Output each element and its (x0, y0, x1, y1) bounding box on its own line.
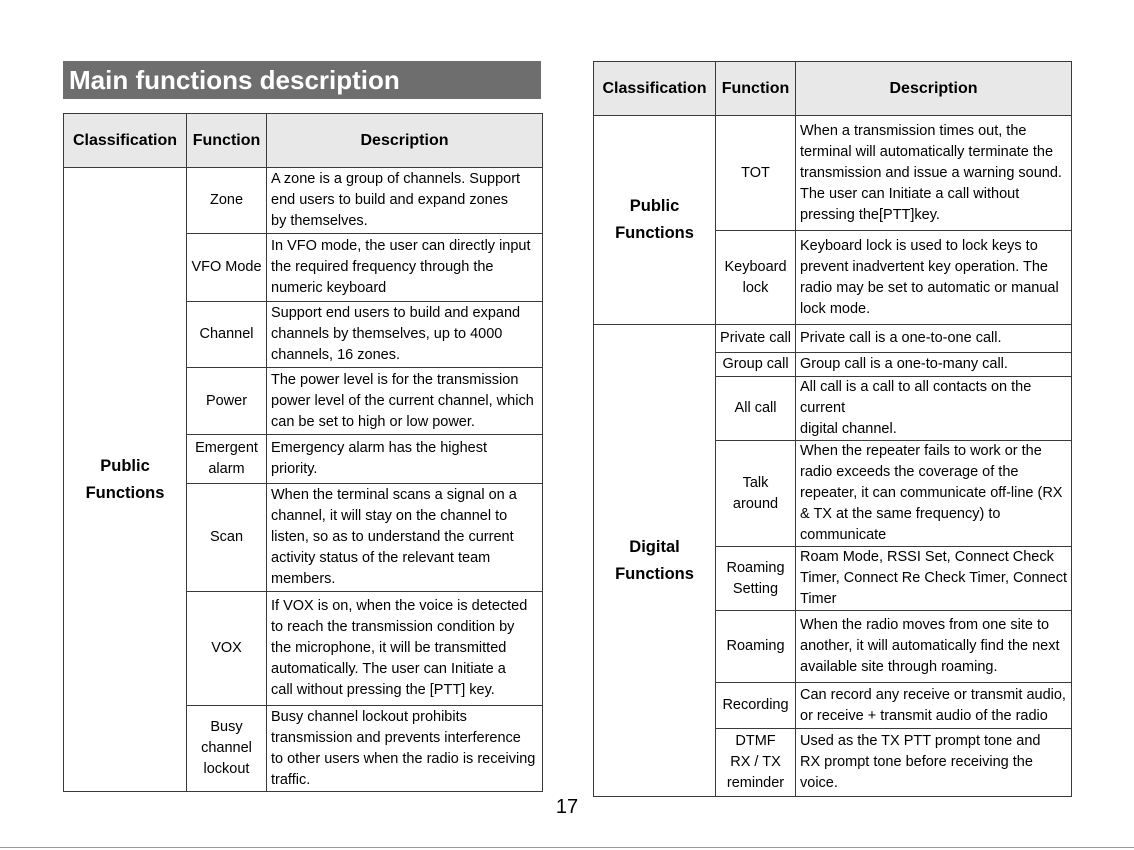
description-line: Timer, Connect Re Check Timer, Connect (800, 570, 1068, 586)
description-line: & TX at the same frequency) to (800, 506, 1001, 522)
function-label: around (732, 495, 779, 512)
function-label: VFO Mode (191, 259, 262, 275)
description-line: When the repeater fails to work or the (800, 443, 1042, 459)
description-cell (267, 168, 543, 234)
function-label: lockout (203, 761, 250, 777)
description-line: numeric keyboard (271, 280, 387, 296)
function-cell (716, 547, 796, 611)
function-label: DTMF (735, 733, 776, 749)
description-line: listen, so as to understand the current (271, 529, 514, 545)
description-cell (267, 435, 543, 484)
classification-cell (594, 116, 716, 325)
function-header: Function (187, 114, 267, 168)
function-label: channel (201, 740, 252, 756)
classification-label: Digital (629, 537, 680, 556)
description-line: A zone is a group of channels. Support (271, 171, 521, 187)
function-cell (716, 611, 796, 683)
classification-header: Classification (594, 62, 716, 116)
description-line: Can record any receive or transmit audio, (800, 686, 1066, 703)
classification-header: Classification (64, 114, 187, 168)
function-cell (187, 435, 267, 484)
description-line: the required frequency through the (271, 259, 494, 275)
function-cell (187, 234, 267, 302)
description-line: available site through roaming. (800, 659, 998, 675)
description-line: When a transmission times out, the (800, 122, 1027, 139)
description-line: Timer (800, 591, 837, 607)
function-cell (716, 729, 796, 797)
function-label: RX / TX (730, 754, 781, 770)
classification-label: Functions (615, 224, 694, 242)
description-line: communicate (800, 527, 887, 543)
classification-label: Functions (85, 483, 165, 502)
description-line: automatically. The user can Initiate a (271, 661, 506, 677)
description-cell (267, 302, 543, 368)
description-line: Private call is a one-to-one call. (800, 330, 1002, 346)
description-line: call without pressing the [PTT] key. (271, 682, 495, 698)
bottom-divider (0, 847, 1134, 848)
right-functions-table (593, 61, 1072, 797)
description-cell (267, 368, 543, 435)
function-label: Channel (199, 326, 254, 342)
section-title: Main functions description (63, 61, 541, 99)
description-line: radio may be set to automatic or manual (800, 279, 1059, 296)
description-line: traffic. (271, 771, 311, 788)
description-line: In VFO mode, the user can directly input (271, 238, 531, 254)
function-cell (187, 168, 267, 234)
function-label: Keyboard (724, 258, 787, 275)
description-line: pressing the[PTT]key. (800, 206, 940, 223)
table-row (594, 116, 1072, 231)
description-line: RX prompt tone before receiving the (800, 754, 1033, 770)
description-line: Busy channel lockout prohibits (271, 708, 467, 725)
description-cell (796, 441, 1072, 547)
description-cell (796, 231, 1072, 325)
function-label: Talk (742, 474, 769, 491)
description-line: members. (271, 571, 336, 587)
description-cell (267, 234, 543, 302)
description-line: terminal will automatically terminate the (800, 143, 1054, 160)
description-line: Group call is a one-to-many call. (800, 356, 1008, 372)
description-header: Description (796, 62, 1072, 116)
function-label: Scan (209, 529, 244, 545)
description-cell (796, 547, 1072, 611)
function-label: TOT (741, 164, 770, 181)
description-line: voice. (800, 775, 838, 791)
function-label: Private call (720, 330, 791, 346)
function-cell (716, 325, 796, 353)
description-line: lock mode. (800, 300, 871, 317)
description-line: prevent inadvertent key operation. The (800, 258, 1049, 275)
classification-label: Functions (615, 564, 694, 583)
description-line: end users to build and expand zones (271, 192, 509, 208)
description-line: Used as the TX PTT prompt tone and (800, 733, 1041, 749)
description-line: or receive + transmit audio of the radio (800, 707, 1048, 724)
table-row (594, 325, 1072, 353)
description-line: Support end users to build and expand (271, 305, 521, 321)
description-line: transmission and issue a warning sound. (800, 164, 1062, 181)
description-line: Keyboard lock is used to lock keys to (800, 237, 1038, 254)
function-cell (716, 353, 796, 377)
description-line: another, it will automatically find the next (800, 638, 1060, 654)
description-header: Description (267, 114, 543, 168)
description-line: the microphone, it will be transmitted (271, 640, 507, 656)
description-line: channel, it will stay on the channel to (271, 508, 508, 524)
description-line: channels, 16 zones. (271, 347, 400, 363)
function-cell (187, 302, 267, 368)
classification-label: Public (629, 197, 680, 215)
description-line: The user can Initiate a call without (800, 185, 1020, 202)
page-number: 17 (555, 796, 579, 818)
function-cell (187, 706, 267, 792)
left-header-row (64, 114, 543, 168)
description-line: activity status of the relevant team (271, 550, 491, 566)
description-line: If VOX is on, when the voice is detected (271, 598, 528, 614)
description-line: radio exceeds the coverage of the (800, 464, 1019, 480)
table-row (64, 168, 543, 234)
description-cell (267, 706, 543, 792)
classification-cell (594, 325, 716, 797)
function-label: All call (734, 400, 777, 416)
description-cell (796, 325, 1072, 353)
function-label: lock (742, 279, 769, 296)
description-line: to reach the transmission condition by (271, 619, 515, 635)
description-cell (796, 116, 1072, 231)
function-cell (187, 592, 267, 706)
function-label: Recording (722, 697, 789, 713)
function-label: alarm (208, 461, 245, 477)
function-label: VOX (211, 640, 242, 656)
left-functions-table (63, 113, 543, 792)
description-line: by themselves. (271, 213, 368, 229)
description-line: Roam Mode, RSSI Set, Connect Check (800, 549, 1054, 565)
function-header: Function (716, 62, 796, 116)
description-line: repeater, it can communicate off-line (RX (800, 485, 1063, 501)
description-cell (796, 353, 1072, 377)
description-line: power level of the current channel, which (271, 392, 534, 409)
function-cell (716, 377, 796, 441)
function-cell (716, 116, 796, 231)
right-header-row (594, 62, 1072, 116)
function-label: Roaming (726, 559, 785, 576)
description-line: digital channel. (800, 421, 897, 437)
description-line: transmission and prevents interference (271, 729, 521, 746)
function-label: Setting (732, 580, 779, 597)
function-cell (187, 484, 267, 592)
function-cell (716, 683, 796, 729)
description-cell (796, 683, 1072, 729)
description-line: channels by themselves, up to 4000 (271, 326, 503, 342)
function-label: Group call (722, 356, 789, 372)
function-label: Emergent (195, 440, 258, 456)
classification-cell (64, 168, 187, 792)
function-label: reminder (726, 775, 785, 791)
description-line: All call is a call to all contacts on the current (800, 379, 1032, 416)
classification-label: Public (100, 456, 150, 475)
function-cell (716, 231, 796, 325)
function-cell (716, 441, 796, 547)
description-cell (267, 592, 543, 706)
description-line: to other users when the radio is receiving (271, 750, 536, 767)
function-label: Power (205, 392, 248, 409)
function-label: Roaming (726, 638, 785, 654)
description-line: When the radio moves from one site to (800, 617, 1050, 633)
description-line: When the terminal scans a signal on a (271, 487, 517, 503)
function-label: Busy (210, 719, 243, 735)
description-line: priority. (271, 461, 318, 477)
description-line: The power level is for the transmission (271, 371, 519, 388)
description-cell (267, 484, 543, 592)
description-line: Emergency alarm has the highest (271, 440, 487, 456)
description-line: can be set to high or low power. (271, 413, 475, 430)
function-cell (187, 368, 267, 435)
description-cell (796, 611, 1072, 683)
description-cell (796, 377, 1072, 441)
description-cell (796, 729, 1072, 797)
function-label: Zone (209, 192, 244, 208)
